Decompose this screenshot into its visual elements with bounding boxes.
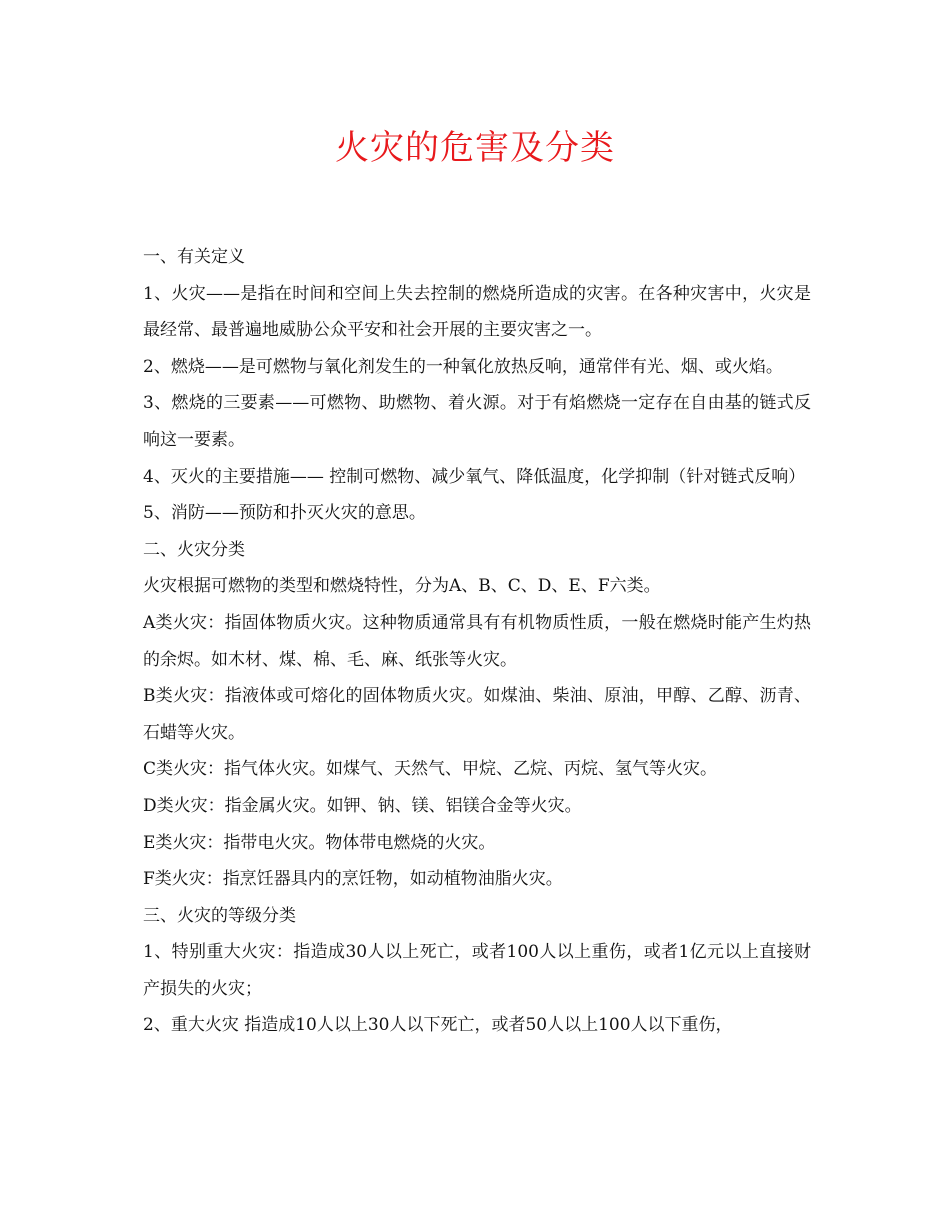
fire-class-d: D类火灾：指金属火灾。如钾、钠、镁、铝镁合金等火灾。 bbox=[143, 795, 582, 816]
document-body bbox=[143, 239, 811, 1044]
section-heading-definitions: 一、有关定义 bbox=[143, 247, 245, 267]
fire-class-c: C类火灾：指气体火灾。如煤气、天然气、甲烷、乙烷、丙烷、氢气等火灾。 bbox=[143, 759, 718, 780]
document-title: 火灾的危害及分类 bbox=[335, 128, 615, 168]
fire-grade-major: 2、重大火灾 指造成10人以上30人以下死亡，或者50人以上100人以下重伤， bbox=[143, 1015, 733, 1036]
fire-class-a: A类火灾：指固体物质火灾。这种物质通常具有有机物质性质，一般在燃烧时能产生灼热的余烬。如木材、煤、棉、毛、麻、纸张等火灾。 bbox=[143, 612, 811, 670]
section-heading-fire-grades: 三、火灾的等级分类 bbox=[143, 905, 296, 926]
definition-three-elements: 3、燃烧的三要素——可燃物、助燃物、着火源。对于有焰燃烧一定存在自由基的链式反响这一要素。 bbox=[143, 393, 811, 450]
fire-class-e: E类火灾：指带电火灾。物体带电燃烧的火灾。 bbox=[143, 832, 496, 853]
definition-extinguishing-measures: 4、灭火的主要措施—— 控制可燃物、减少氧气、降低温度，化学抑制（针对链式反响） bbox=[143, 466, 806, 487]
definition-combustion: 2、燃烧——是可燃物与氧化剂发生的一种氧化放热反响，通常伴有光、烟、或火焰。 bbox=[143, 356, 783, 377]
fire-class-f: F类火灾：指烹饪器具内的烹饪物，如动植物油脂火灾。 bbox=[143, 869, 563, 890]
definition-fire: 1、火灾——是指在时间和空间上失去控制的燃烧所造成的灾害。在各种灾害中，火灾是最经常、最普遍地威胁公众平安和社会开展的主要灾害之一。 bbox=[143, 283, 811, 341]
fire-class-b: B类火灾：指液体或可熔化的固体物质火灾。如煤油、柴油、原油，甲醇、乙醇、沥青、石蜡等火灾。 bbox=[143, 686, 811, 743]
section-heading-fire-classes: 二、火灾分类 bbox=[143, 539, 245, 560]
definition-fire-protection: 5、消防——预防和扑灭火灾的意思。 bbox=[143, 503, 426, 524]
fire-grade-especially-major: 1、特别重大火灾：指造成30人以上死亡，或者100人以上重伤，或者1亿元以上直接财产损失的火灾； bbox=[143, 942, 811, 999]
fire-classes-intro: 火灾根据可燃物的类型和燃烧特性，分为A、B、C、D、E、F六类。 bbox=[143, 576, 661, 597]
